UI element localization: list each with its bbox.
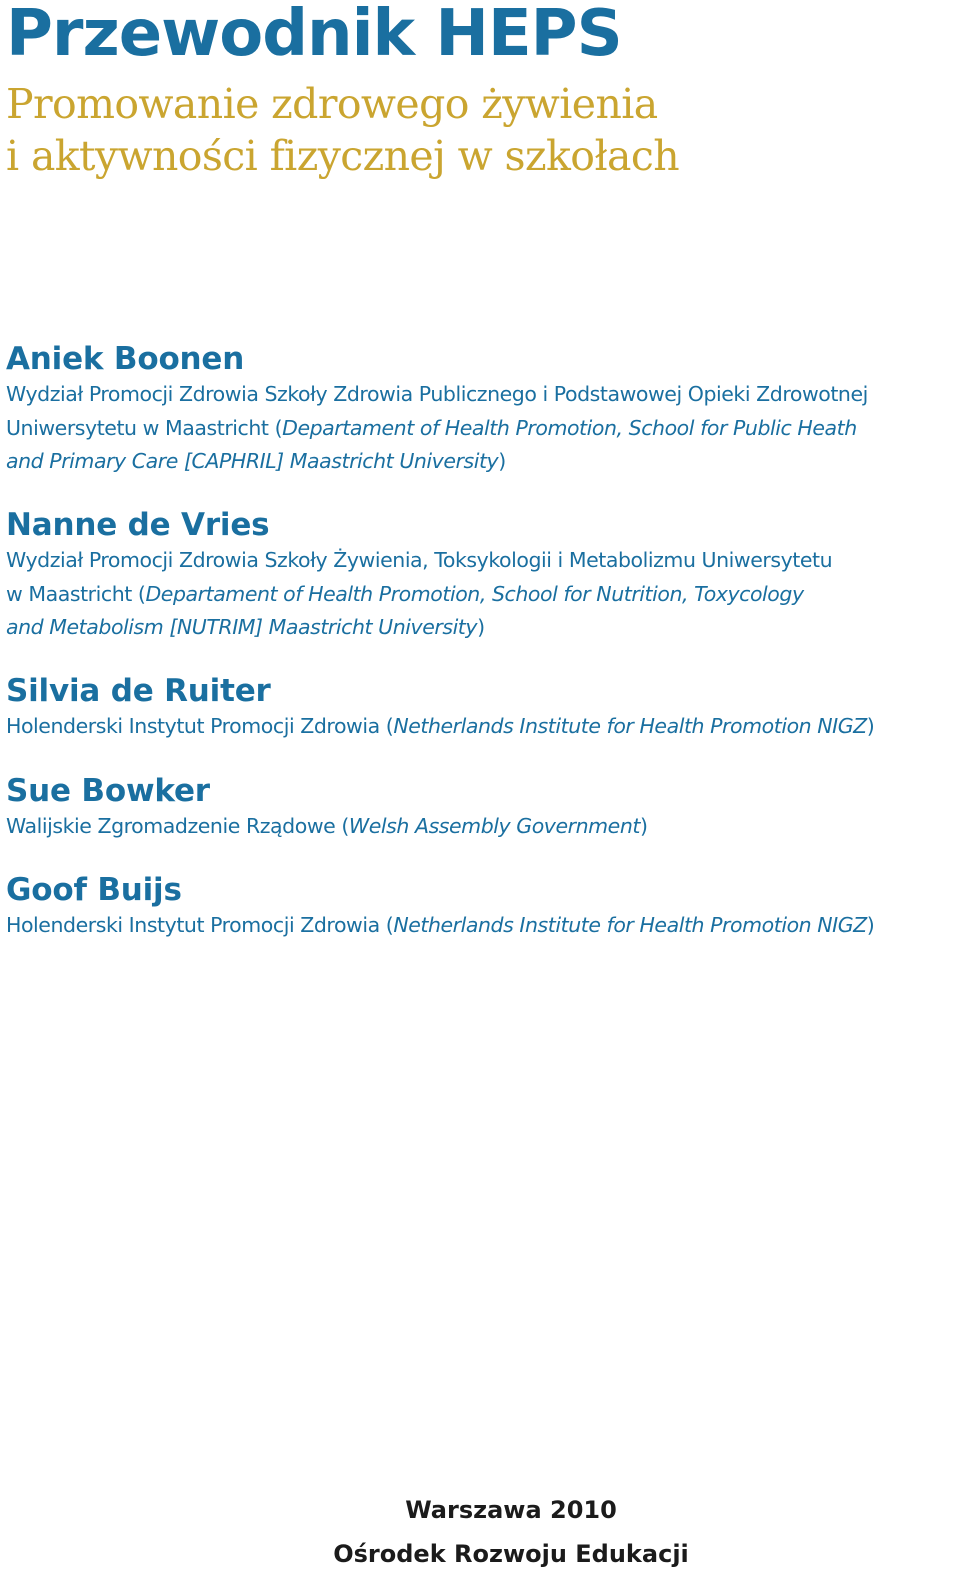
subtitle-line-2: i aktywności fizycznej w szkołach bbox=[6, 132, 680, 180]
author-name: Aniek Boonen bbox=[6, 341, 245, 377]
subtitle-line-1: Promowanie zdrowego żywienia bbox=[6, 80, 658, 128]
affiliation-line: Wydział Promocji Zdrowia Szkoły Zdrowia Publicznego i Podstawowej Opieki Zdrowotnej bbox=[6, 382, 868, 406]
affiliation-line: and Primary Care [CAPHRIL] Maastricht University) bbox=[6, 449, 506, 473]
author-block bbox=[6, 340, 956, 479]
author-block bbox=[6, 871, 956, 943]
author-block bbox=[6, 772, 956, 844]
author-affiliation bbox=[6, 544, 956, 645]
affiliation-line: w Maastricht (Departament of Health Promotion, School for Nutrition, Toxycology bbox=[6, 581, 804, 606]
affiliation-line: Walijskie Zgromadzenie Rządowe (Welsh Assembly Government) bbox=[6, 814, 648, 838]
imprint bbox=[0, 1488, 960, 1576]
author-block bbox=[6, 672, 956, 744]
imprint-publisher: Ośrodek Rozwoju Edukacji bbox=[333, 1540, 689, 1568]
author-affiliation bbox=[6, 909, 956, 943]
affiliation-line: Uniwersytetu w Maastricht (Departament of Health Promotion, School for Public Heath bbox=[6, 415, 857, 440]
affiliation-line: Holenderski Instytut Promocji Zdrowia (Netherlands Institute for Health Promotion NIGZ) bbox=[6, 913, 875, 937]
author-name: Silvia de Ruiter bbox=[6, 673, 271, 709]
author-affiliation bbox=[6, 710, 956, 744]
author-name: Sue Bowker bbox=[6, 773, 210, 809]
imprint-place-year: Warszawa 2010 bbox=[405, 1496, 617, 1524]
author-name: Goof Buijs bbox=[6, 872, 182, 908]
document-title: Przewodnik HEPS bbox=[6, 0, 622, 71]
author-affiliation bbox=[6, 810, 956, 844]
author-affiliation bbox=[6, 378, 956, 479]
affiliation-line: Holenderski Instytut Promocji Zdrowia (Netherlands Institute for Health Promotion NIGZ) bbox=[6, 714, 875, 738]
author-block bbox=[6, 506, 956, 645]
document-subtitle bbox=[6, 78, 679, 182]
affiliation-line: Wydział Promocji Zdrowia Szkoły Żywienia, Toksykologii i Metabolizmu Uniwersytetu bbox=[6, 548, 833, 572]
author-name: Nanne de Vries bbox=[6, 507, 270, 543]
affiliation-line: and Metabolism [NUTRIM] Maastricht University) bbox=[6, 615, 485, 639]
